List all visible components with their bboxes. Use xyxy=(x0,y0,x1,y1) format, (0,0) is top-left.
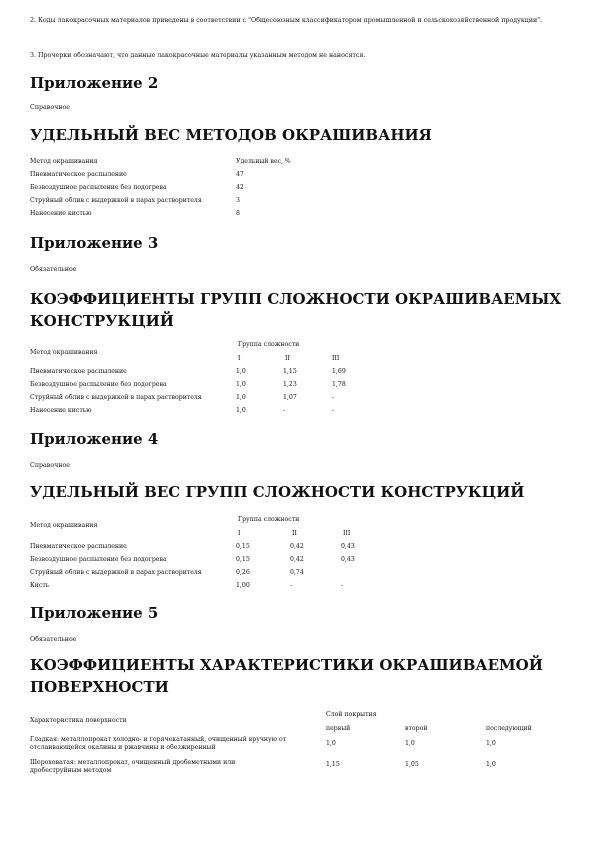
appendix-5-kind: Обязательное xyxy=(30,636,77,643)
table-cell-method: Безвоздушное распыление без подогрева xyxy=(30,184,167,191)
note-3: 3. Прочерки обозначают, что данные лакокрасочные материалы указанным методом не наносятся. xyxy=(30,52,366,59)
table-cell-surface: Шероховатая: металлопрокат, очищенный дробеметными или дробеструйным методом xyxy=(30,759,236,774)
table-header-surface: Характеристика поверхности xyxy=(30,717,127,724)
table-cell-value: - xyxy=(341,582,344,589)
table-cell-value: 0,43 xyxy=(341,556,355,563)
table-cell-method: Пневматическое распыление xyxy=(30,543,127,550)
table-header-group: Группа сложности xyxy=(238,341,300,348)
table-header-layer-3: последующий xyxy=(486,725,532,732)
table-cell-method: Пневматическое распыление xyxy=(30,368,127,375)
table-cell-value: 1,00 xyxy=(236,582,250,589)
table-cell-value: 1,0 xyxy=(486,740,496,747)
appendix-4-heading: Приложение 4 xyxy=(30,430,159,448)
table-cell-method: Струйный облив с выдержкой в парах растворителя xyxy=(30,197,202,204)
table-cell-value: - xyxy=(332,407,335,414)
table-cell-value: 1,0 xyxy=(486,761,496,768)
table-cell-value: 47 xyxy=(236,171,244,178)
table-cell-surface: Гладкая: металлопрокат холодно- и горячекатанный, очищенный вручную от отслаивающейся окалины и ржавчины и обезжиренный xyxy=(30,736,287,751)
table-cell-value: 1,05 xyxy=(405,761,419,768)
table-header-group-1: I xyxy=(238,355,241,362)
appendix-2-kind: Справочное xyxy=(30,104,71,111)
table-cell-value: 1,0 xyxy=(236,394,246,401)
table-cell-value: 0,42 xyxy=(290,543,304,550)
table-cell-value: 0,26 xyxy=(236,569,250,576)
table-cell-value: 1,15 xyxy=(283,368,297,375)
table-cell-value: 42 xyxy=(236,184,244,191)
table-header-method: Метод окрашивания xyxy=(30,522,98,529)
table-header-layer-1: первый xyxy=(326,725,351,732)
table-header-group-3: III xyxy=(332,355,340,362)
table-cell-method: Безвоздушное распыление без подогрева xyxy=(30,556,167,563)
table-cell-value: 0,42 xyxy=(290,556,304,563)
appendix-3-heading: Приложение 3 xyxy=(30,234,159,252)
table-cell-value: 1,0 xyxy=(236,381,246,388)
table-cell-value: 1,0 xyxy=(326,740,336,747)
table-cell-method: Безвоздушное распыление без подогрева xyxy=(30,381,167,388)
table-cell-value: 0,74 xyxy=(290,569,304,576)
table-header-layer: Слой покрытия xyxy=(326,711,377,718)
table-header-share: Удельный вес, % xyxy=(236,158,291,165)
table-cell-method: Струйный облив с выдержкой в парах растворителя xyxy=(30,394,202,401)
table-header-group-1: I xyxy=(238,530,241,537)
table-cell-method: Нанесение кистью xyxy=(30,210,92,217)
table-header-method: Метод окрашивания xyxy=(30,158,98,165)
table-cell-method: Струйный облив с выдержкой в парах растворителя xyxy=(30,569,202,576)
appendix-5-heading: Приложение 5 xyxy=(30,604,159,622)
table-cell-method: Пневматическое распыление xyxy=(30,171,127,178)
table-header-group-2: II xyxy=(285,355,290,362)
table-cell-value: 1,23 xyxy=(283,381,297,388)
table-cell-value: - xyxy=(283,407,286,414)
table-header-group: Группа сложности xyxy=(238,516,300,523)
table-cell-value: 0,15 xyxy=(236,556,250,563)
appendix-3-title: КОЭФФИЦИЕНТЫ ГРУПП СЛОЖНОСТИ ОКРАШИВАЕМЫХ КОНСТРУКЦИЙ xyxy=(30,290,561,330)
appendix-5-title: КОЭФФИЦИЕНТЫ ХАРАКТЕРИСТИКИ ОКРАШИВАЕМОЙ ПОВЕРХНОСТИ xyxy=(30,656,543,696)
table-cell-method: Кисть xyxy=(30,582,50,589)
table-header-layer-2: второй xyxy=(405,725,428,732)
table-cell-value: 0,15 xyxy=(236,543,250,550)
note-2: 2. Коды лакокрасочных материалов приведены в соответствии с "Общесоюзным классификатором промышленной и сельскохозяйственной продукции". xyxy=(30,17,543,24)
table-header-group-2: II xyxy=(292,530,297,537)
table-cell-value: 1,69 xyxy=(332,368,346,375)
table-cell-value: 1,78 xyxy=(332,381,346,388)
table-cell-value: 1,0 xyxy=(405,740,415,747)
table-cell-value: 1,07 xyxy=(283,394,297,401)
table-cell-value: 8 xyxy=(236,210,240,217)
appendix-2-title: УДЕЛЬНЫЙ ВЕС МЕТОДОВ ОКРАШИВАНИЯ xyxy=(30,126,432,144)
appendix-2-heading: Приложение 2 xyxy=(30,74,159,92)
appendix-4-kind: Справочное xyxy=(30,462,71,469)
table-cell-value: - xyxy=(332,394,335,401)
table-header-group-3: III xyxy=(343,530,351,537)
appendix-3-kind: Обязательное xyxy=(30,266,77,273)
table-cell-value: 1,0 xyxy=(236,368,246,375)
table-header-method: Метод окрашивания xyxy=(30,349,98,356)
table-cell-value: 0,43 xyxy=(341,543,355,550)
table-cell-value: 3 xyxy=(236,197,240,204)
table-cell-value: 1,15 xyxy=(326,761,340,768)
appendix-4-title: УДЕЛЬНЫЙ ВЕС ГРУПП СЛОЖНОСТИ КОНСТРУКЦИЙ xyxy=(30,483,525,501)
table-cell-value: - xyxy=(290,582,293,589)
table-cell-value: 1,0 xyxy=(236,407,246,414)
table-cell-method: Нанесение кистью xyxy=(30,407,92,414)
